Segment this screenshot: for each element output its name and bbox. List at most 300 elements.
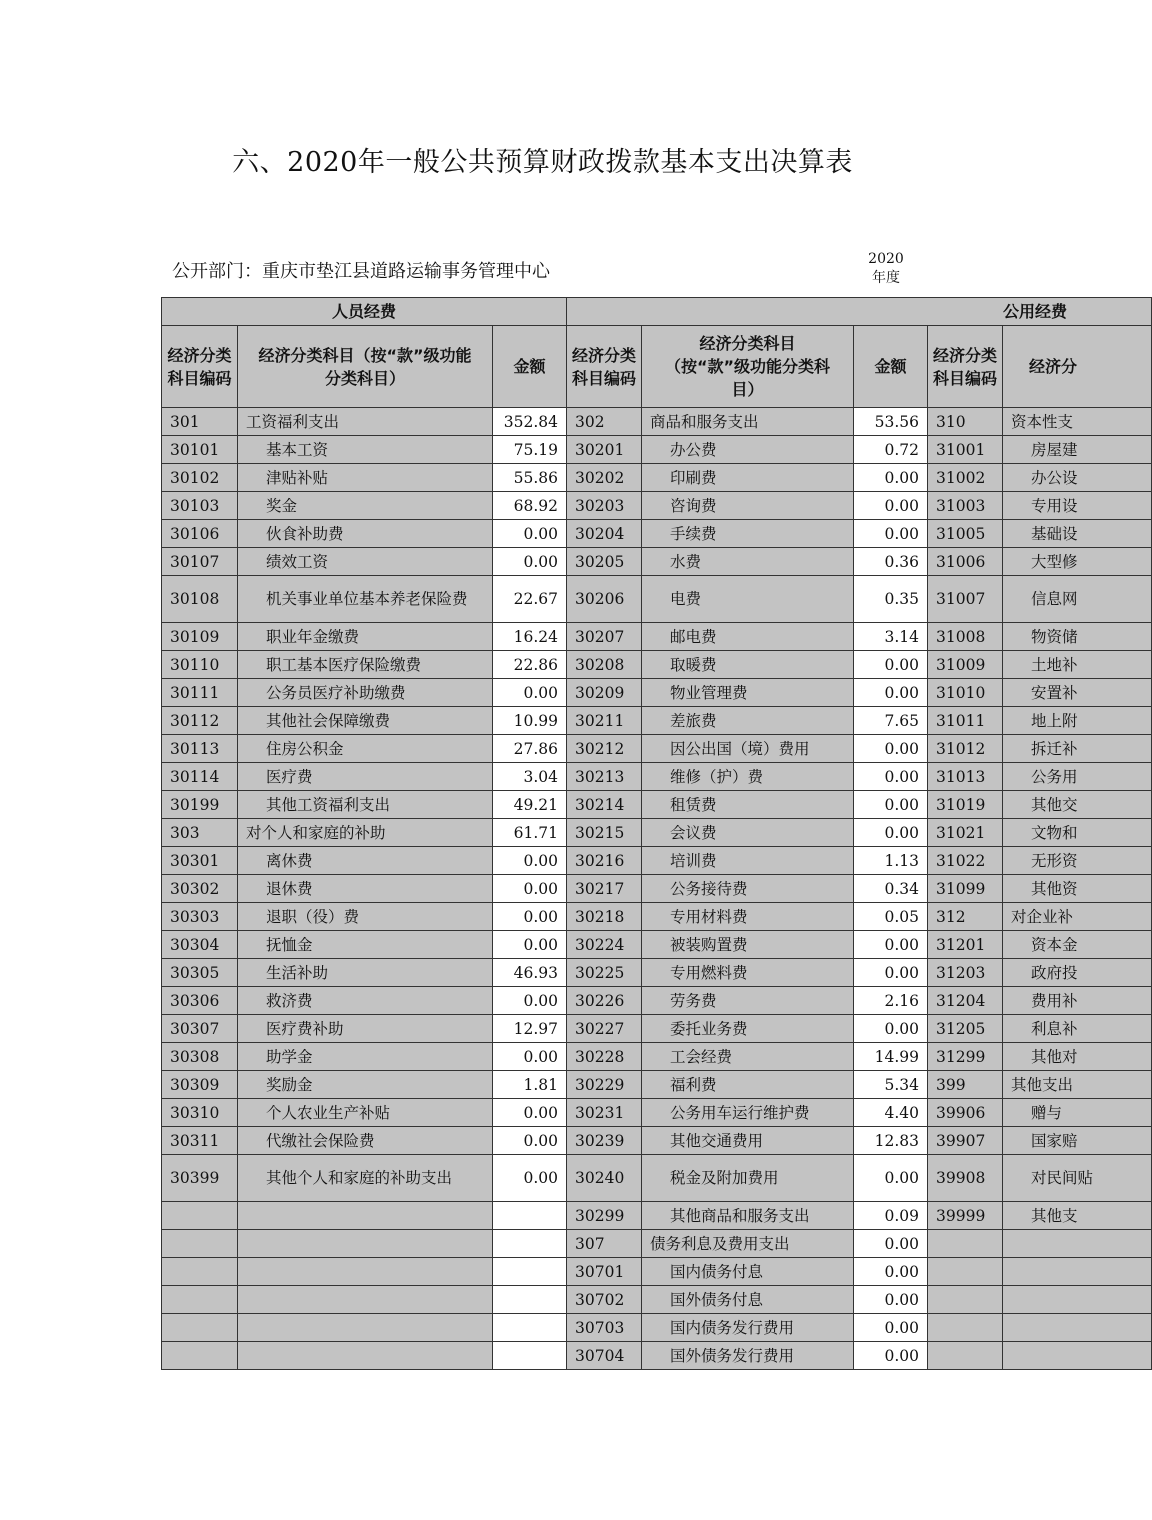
cell-code-2: 30703 — [567, 1314, 642, 1342]
cell-amount-2: 3.14 — [854, 623, 928, 651]
cell-amount-1: 0.00 — [493, 931, 567, 959]
cell-amount-1: 0.00 — [493, 1043, 567, 1071]
cell-code-2: 30239 — [567, 1127, 642, 1155]
cell-code-2: 30231 — [567, 1099, 642, 1127]
cell-code-3: 31009 — [928, 651, 1003, 679]
cell-name-3: 安置补 — [1003, 679, 1152, 707]
cell-code-1: 30101 — [162, 436, 238, 464]
cell-code-1: 30304 — [162, 931, 238, 959]
table-row — [162, 1314, 1152, 1342]
cell-name-1: 基本工资 — [238, 436, 493, 464]
table-row — [162, 847, 1152, 875]
cell-amount-1: 1.81 — [493, 1071, 567, 1099]
cell-amount-1: 16.24 — [493, 623, 567, 651]
table-row — [162, 1099, 1152, 1127]
cell-name-1: 医疗费补助 — [238, 1015, 493, 1043]
cell-code-1: 30113 — [162, 735, 238, 763]
cell-code-2: 30227 — [567, 1015, 642, 1043]
cell-name-2: 专用材料费 — [642, 903, 854, 931]
cell-code-2: 30225 — [567, 959, 642, 987]
cell-code-1: 30302 — [162, 875, 238, 903]
section-personnel: 人员经费 — [162, 298, 567, 326]
cell-name-1 — [238, 1202, 493, 1230]
cell-amount-2: 0.00 — [854, 1155, 928, 1202]
expenditure-table — [161, 297, 1152, 1370]
cell-code-3: 31010 — [928, 679, 1003, 707]
table-row — [162, 735, 1152, 763]
page-title: 六、2020年一般公共预算财政拨款基本支出决算表 — [232, 147, 853, 178]
cell-code-1 — [162, 1314, 238, 1342]
cell-code-2: 30209 — [567, 679, 642, 707]
cell-code-3: 31001 — [928, 436, 1003, 464]
cell-code-2: 30299 — [567, 1202, 642, 1230]
cell-name-3: 对民间贴 — [1003, 1155, 1152, 1202]
cell-name-3: 对企业补 — [1003, 903, 1152, 931]
cell-code-2: 30208 — [567, 651, 642, 679]
cell-name-3: 地上附 — [1003, 707, 1152, 735]
cell-amount-1: 0.00 — [493, 679, 567, 707]
table-row — [162, 1286, 1152, 1314]
cell-code-1 — [162, 1230, 238, 1258]
table-row — [162, 987, 1152, 1015]
table-row — [162, 1202, 1152, 1230]
cell-name-3: 其他资 — [1003, 875, 1152, 903]
cell-name-2: 税金及附加费用 — [642, 1155, 854, 1202]
cell-amount-1: 352.84 — [493, 408, 567, 436]
cell-code-1: 30112 — [162, 707, 238, 735]
cell-code-2: 30218 — [567, 903, 642, 931]
table-row — [162, 903, 1152, 931]
cell-code-3: 31021 — [928, 819, 1003, 847]
cell-code-1: 30310 — [162, 1099, 238, 1127]
cell-amount-2: 0.35 — [854, 576, 928, 623]
cell-code-2: 30226 — [567, 987, 642, 1015]
cell-code-1: 30106 — [162, 520, 238, 548]
cell-code-3: 31007 — [928, 576, 1003, 623]
year-number: 2020 — [868, 251, 904, 267]
cell-amount-1 — [493, 1342, 567, 1370]
cell-name-2: 工会经费 — [642, 1043, 854, 1071]
cell-code-2: 307 — [567, 1230, 642, 1258]
cell-code-3: 31008 — [928, 623, 1003, 651]
cell-code-2: 30205 — [567, 548, 642, 576]
header-name-2: 经济分类科目（按“款”级功能分类科目） — [642, 326, 854, 408]
cell-name-2: 差旅费 — [642, 707, 854, 735]
cell-name-1: 其他工资福利支出 — [238, 791, 493, 819]
cell-amount-2: 0.09 — [854, 1202, 928, 1230]
cell-name-3: 拆迁补 — [1003, 735, 1152, 763]
cell-name-2: 取暖费 — [642, 651, 854, 679]
cell-code-3: 310 — [928, 408, 1003, 436]
cell-name-2: 债务利息及费用支出 — [642, 1230, 854, 1258]
cell-code-2: 30214 — [567, 791, 642, 819]
cell-amount-2: 0.00 — [854, 1314, 928, 1342]
table-row — [162, 1071, 1152, 1099]
cell-code-1: 301 — [162, 408, 238, 436]
cell-name-3 — [1003, 1286, 1152, 1314]
section-public: 公用经费 — [567, 298, 1152, 326]
cell-name-2: 邮电费 — [642, 623, 854, 651]
cell-name-1 — [238, 1314, 493, 1342]
cell-code-2: 30207 — [567, 623, 642, 651]
cell-name-1 — [238, 1342, 493, 1370]
cell-code-3 — [928, 1230, 1003, 1258]
cell-amount-2: 0.72 — [854, 436, 928, 464]
cell-name-2: 公务接待费 — [642, 875, 854, 903]
cell-name-3 — [1003, 1258, 1152, 1286]
cell-amount-2: 0.00 — [854, 492, 928, 520]
table-row — [162, 959, 1152, 987]
year-unit: 年度 — [872, 270, 900, 286]
cell-code-3: 39999 — [928, 1202, 1003, 1230]
table-row — [162, 707, 1152, 735]
cell-code-3: 31011 — [928, 707, 1003, 735]
cell-code-3 — [928, 1286, 1003, 1314]
cell-code-3 — [928, 1258, 1003, 1286]
cell-code-1: 30108 — [162, 576, 238, 623]
cell-amount-1: 46.93 — [493, 959, 567, 987]
cell-name-2: 咨询费 — [642, 492, 854, 520]
cell-name-1 — [238, 1230, 493, 1258]
cell-amount-1: 0.00 — [493, 903, 567, 931]
cell-code-3: 31099 — [928, 875, 1003, 903]
header-code-2: 经济分类科目编码 — [567, 326, 642, 408]
cell-code-2: 30202 — [567, 464, 642, 492]
cell-code-2: 30228 — [567, 1043, 642, 1071]
department-label: 公开部门：重庆市垫江县道路运输事务管理中心 — [172, 261, 550, 282]
table-row — [162, 520, 1152, 548]
cell-name-1: 住房公积金 — [238, 735, 493, 763]
cell-amount-2: 0.00 — [854, 1230, 928, 1258]
cell-code-1: 30308 — [162, 1043, 238, 1071]
cell-name-2: 国外债务付息 — [642, 1286, 854, 1314]
cell-code-3: 31003 — [928, 492, 1003, 520]
cell-amount-2: 0.00 — [854, 679, 928, 707]
cell-name-3 — [1003, 1314, 1152, 1342]
cell-code-3: 31019 — [928, 791, 1003, 819]
cell-name-1: 职工基本医疗保险缴费 — [238, 651, 493, 679]
cell-amount-2: 5.34 — [854, 1071, 928, 1099]
header-code-1: 经济分类科目编码 — [162, 326, 238, 408]
cell-name-1: 个人农业生产补贴 — [238, 1099, 493, 1127]
cell-name-3: 大型修 — [1003, 548, 1152, 576]
cell-amount-1: 10.99 — [493, 707, 567, 735]
cell-name-2: 商品和服务支出 — [642, 408, 854, 436]
cell-name-3: 专用设 — [1003, 492, 1152, 520]
cell-amount-1: 3.04 — [493, 763, 567, 791]
cell-amount-2: 0.34 — [854, 875, 928, 903]
cell-code-3: 39906 — [928, 1099, 1003, 1127]
cell-amount-2: 0.00 — [854, 931, 928, 959]
cell-code-2: 30704 — [567, 1342, 642, 1370]
cell-amount-1: 22.67 — [493, 576, 567, 623]
cell-code-1: 30399 — [162, 1155, 238, 1202]
table-row — [162, 651, 1152, 679]
cell-name-3: 利息补 — [1003, 1015, 1152, 1043]
cell-amount-1: 0.00 — [493, 1155, 567, 1202]
cell-name-3: 政府投 — [1003, 959, 1152, 987]
cell-name-3: 其他交 — [1003, 791, 1152, 819]
cell-amount-2: 2.16 — [854, 987, 928, 1015]
cell-name-1: 伙食补助费 — [238, 520, 493, 548]
header-amount-2: 金额 — [854, 326, 928, 408]
cell-name-2: 公务用车运行维护费 — [642, 1099, 854, 1127]
cell-name-1: 助学金 — [238, 1043, 493, 1071]
cell-code-1 — [162, 1342, 238, 1370]
cell-code-3: 31013 — [928, 763, 1003, 791]
cell-code-3: 399 — [928, 1071, 1003, 1099]
table-row — [162, 931, 1152, 959]
table-row — [162, 436, 1152, 464]
cell-name-2: 福利费 — [642, 1071, 854, 1099]
cell-code-3 — [928, 1314, 1003, 1342]
cell-amount-1: 0.00 — [493, 875, 567, 903]
cell-name-2: 专用燃料费 — [642, 959, 854, 987]
cell-code-2: 30213 — [567, 763, 642, 791]
cell-name-3: 其他支出 — [1003, 1071, 1152, 1099]
cell-name-2: 办公费 — [642, 436, 854, 464]
table-row — [162, 408, 1152, 436]
cell-name-2: 物业管理费 — [642, 679, 854, 707]
cell-name-1 — [238, 1258, 493, 1286]
cell-code-2: 30203 — [567, 492, 642, 520]
cell-code-2: 30204 — [567, 520, 642, 548]
cell-name-3 — [1003, 1342, 1152, 1370]
cell-code-2: 302 — [567, 408, 642, 436]
cell-code-1: 30199 — [162, 791, 238, 819]
cell-name-1: 机关事业单位基本养老保险费 — [238, 576, 493, 623]
cell-name-2: 水费 — [642, 548, 854, 576]
cell-name-3: 房屋建 — [1003, 436, 1152, 464]
cell-name-2: 会议费 — [642, 819, 854, 847]
cell-name-2: 国外债务发行费用 — [642, 1342, 854, 1370]
cell-code-1 — [162, 1202, 238, 1230]
cell-amount-2: 0.36 — [854, 548, 928, 576]
cell-name-3: 其他对 — [1003, 1043, 1152, 1071]
cell-name-1: 退休费 — [238, 875, 493, 903]
cell-amount-2: 12.83 — [854, 1127, 928, 1155]
cell-code-1 — [162, 1286, 238, 1314]
cell-name-2: 被装购置费 — [642, 931, 854, 959]
cell-name-3: 国家赔 — [1003, 1127, 1152, 1155]
cell-code-3: 312 — [928, 903, 1003, 931]
cell-name-3: 费用补 — [1003, 987, 1152, 1015]
cell-name-3: 办公设 — [1003, 464, 1152, 492]
cell-name-2: 培训费 — [642, 847, 854, 875]
cell-code-1: 30303 — [162, 903, 238, 931]
cell-name-1: 公务员医疗补助缴费 — [238, 679, 493, 707]
cell-amount-2: 14.99 — [854, 1043, 928, 1071]
cell-code-1: 30110 — [162, 651, 238, 679]
cell-code-1: 30307 — [162, 1015, 238, 1043]
cell-name-2: 国内债务付息 — [642, 1258, 854, 1286]
cell-code-3: 31022 — [928, 847, 1003, 875]
header-amount-1: 金额 — [493, 326, 567, 408]
cell-code-2: 30212 — [567, 735, 642, 763]
cell-name-3 — [1003, 1230, 1152, 1258]
cell-name-1: 职业年金缴费 — [238, 623, 493, 651]
cell-amount-1: 0.00 — [493, 987, 567, 1015]
table-row — [162, 1127, 1152, 1155]
cell-name-1: 离休费 — [238, 847, 493, 875]
cell-name-2: 维修（护）费 — [642, 763, 854, 791]
header-name-1: 经济分类科目（按“款”级功能分类科目） — [238, 326, 493, 408]
cell-name-1: 代缴社会保险费 — [238, 1127, 493, 1155]
table-row — [162, 1258, 1152, 1286]
cell-amount-2: 53.56 — [854, 408, 928, 436]
cell-amount-1: 55.86 — [493, 464, 567, 492]
cell-code-1: 30311 — [162, 1127, 238, 1155]
cell-amount-1 — [493, 1202, 567, 1230]
cell-amount-2: 0.00 — [854, 1286, 928, 1314]
table-row — [162, 763, 1152, 791]
cell-name-1: 津贴补贴 — [238, 464, 493, 492]
cell-name-1: 奖励金 — [238, 1071, 493, 1099]
cell-code-2: 30702 — [567, 1286, 642, 1314]
cell-name-3: 基础设 — [1003, 520, 1152, 548]
cell-name-2: 手续费 — [642, 520, 854, 548]
cell-amount-1: 0.00 — [493, 548, 567, 576]
cell-name-3: 文物和 — [1003, 819, 1152, 847]
cell-amount-2: 0.00 — [854, 1258, 928, 1286]
cell-name-3: 无形资 — [1003, 847, 1152, 875]
cell-amount-2: 0.00 — [854, 735, 928, 763]
cell-name-3: 信息网 — [1003, 576, 1152, 623]
cell-name-2: 国内债务发行费用 — [642, 1314, 854, 1342]
cell-amount-1: 27.86 — [493, 735, 567, 763]
year-label — [862, 250, 910, 288]
cell-amount-2: 0.00 — [854, 520, 928, 548]
cell-code-1: 30107 — [162, 548, 238, 576]
table-row — [162, 679, 1152, 707]
table-row — [162, 1155, 1152, 1202]
cell-name-1: 救济费 — [238, 987, 493, 1015]
cell-code-1: 30114 — [162, 763, 238, 791]
table-row — [162, 791, 1152, 819]
cell-amount-2: 0.00 — [854, 1342, 928, 1370]
cell-code-1: 30309 — [162, 1071, 238, 1099]
cell-name-1: 退职（役）费 — [238, 903, 493, 931]
cell-amount-2: 1.13 — [854, 847, 928, 875]
cell-name-3: 土地补 — [1003, 651, 1152, 679]
table-row — [162, 1015, 1152, 1043]
cell-code-3: 31002 — [928, 464, 1003, 492]
cell-code-3: 31204 — [928, 987, 1003, 1015]
cell-name-1: 其他个人和家庭的补助支出 — [238, 1155, 493, 1202]
table-row — [162, 548, 1152, 576]
table-row — [162, 464, 1152, 492]
cell-name-2: 印刷费 — [642, 464, 854, 492]
cell-code-3: 31205 — [928, 1015, 1003, 1043]
cell-amount-2: 0.00 — [854, 959, 928, 987]
cell-code-3: 31006 — [928, 548, 1003, 576]
cell-name-2: 电费 — [642, 576, 854, 623]
cell-code-1: 30305 — [162, 959, 238, 987]
cell-code-1: 30109 — [162, 623, 238, 651]
cell-code-1: 303 — [162, 819, 238, 847]
cell-name-3: 资本金 — [1003, 931, 1152, 959]
cell-name-1: 对个人和家庭的补助 — [238, 819, 493, 847]
cell-name-1: 生活补助 — [238, 959, 493, 987]
cell-amount-1: 0.00 — [493, 520, 567, 548]
cell-code-1: 30111 — [162, 679, 238, 707]
cell-name-3: 资本性支 — [1003, 408, 1152, 436]
cell-amount-1: 0.00 — [493, 1099, 567, 1127]
cell-code-2: 30240 — [567, 1155, 642, 1202]
cell-name-1 — [238, 1286, 493, 1314]
cell-code-1: 30102 — [162, 464, 238, 492]
cell-code-1: 30306 — [162, 987, 238, 1015]
cell-name-3: 其他支 — [1003, 1202, 1152, 1230]
cell-amount-2: 0.00 — [854, 1015, 928, 1043]
cell-code-3: 39907 — [928, 1127, 1003, 1155]
cell-code-1: 30103 — [162, 492, 238, 520]
cell-amount-1: 68.92 — [493, 492, 567, 520]
table-row — [162, 492, 1152, 520]
cell-code-2: 30701 — [567, 1258, 642, 1286]
cell-code-3: 39908 — [928, 1155, 1003, 1202]
cell-code-2: 30211 — [567, 707, 642, 735]
cell-amount-1: 61.71 — [493, 819, 567, 847]
table-row — [162, 1342, 1152, 1370]
cell-amount-1 — [493, 1286, 567, 1314]
cell-code-2: 30216 — [567, 847, 642, 875]
cell-amount-2: 7.65 — [854, 707, 928, 735]
table-row — [162, 623, 1152, 651]
cell-amount-2: 0.05 — [854, 903, 928, 931]
cell-name-3: 公务用 — [1003, 763, 1152, 791]
cell-amount-2: 0.00 — [854, 651, 928, 679]
table-row — [162, 819, 1152, 847]
cell-code-3: 31012 — [928, 735, 1003, 763]
cell-name-1: 抚恤金 — [238, 931, 493, 959]
cell-name-2: 租赁费 — [642, 791, 854, 819]
cell-amount-1 — [493, 1258, 567, 1286]
cell-amount-1 — [493, 1230, 567, 1258]
cell-name-2: 其他交通费用 — [642, 1127, 854, 1155]
cell-amount-2: 0.00 — [854, 763, 928, 791]
cell-name-3: 赠与 — [1003, 1099, 1152, 1127]
cell-name-1: 绩效工资 — [238, 548, 493, 576]
cell-code-3: 31005 — [928, 520, 1003, 548]
cell-name-1: 其他社会保障缴费 — [238, 707, 493, 735]
table-row — [162, 1230, 1152, 1258]
table-row — [162, 875, 1152, 903]
cell-code-2: 30201 — [567, 436, 642, 464]
cell-amount-1: 0.00 — [493, 1127, 567, 1155]
cell-amount-2: 4.40 — [854, 1099, 928, 1127]
cell-name-3: 物资储 — [1003, 623, 1152, 651]
cell-amount-1: 12.97 — [493, 1015, 567, 1043]
cell-name-2: 委托业务费 — [642, 1015, 854, 1043]
table-row — [162, 576, 1152, 623]
cell-name-2: 其他商品和服务支出 — [642, 1202, 854, 1230]
cell-code-1: 30301 — [162, 847, 238, 875]
cell-code-2: 30215 — [567, 819, 642, 847]
cell-code-2: 30224 — [567, 931, 642, 959]
cell-amount-1 — [493, 1314, 567, 1342]
cell-code-3: 31299 — [928, 1043, 1003, 1071]
cell-name-1: 奖金 — [238, 492, 493, 520]
cell-code-2: 30206 — [567, 576, 642, 623]
cell-code-3 — [928, 1342, 1003, 1370]
cell-amount-1: 22.86 — [493, 651, 567, 679]
cell-name-1: 医疗费 — [238, 763, 493, 791]
cell-amount-2: 0.00 — [854, 791, 928, 819]
cell-amount-1: 49.21 — [493, 791, 567, 819]
cell-name-2: 劳务费 — [642, 987, 854, 1015]
cell-amount-2: 0.00 — [854, 464, 928, 492]
